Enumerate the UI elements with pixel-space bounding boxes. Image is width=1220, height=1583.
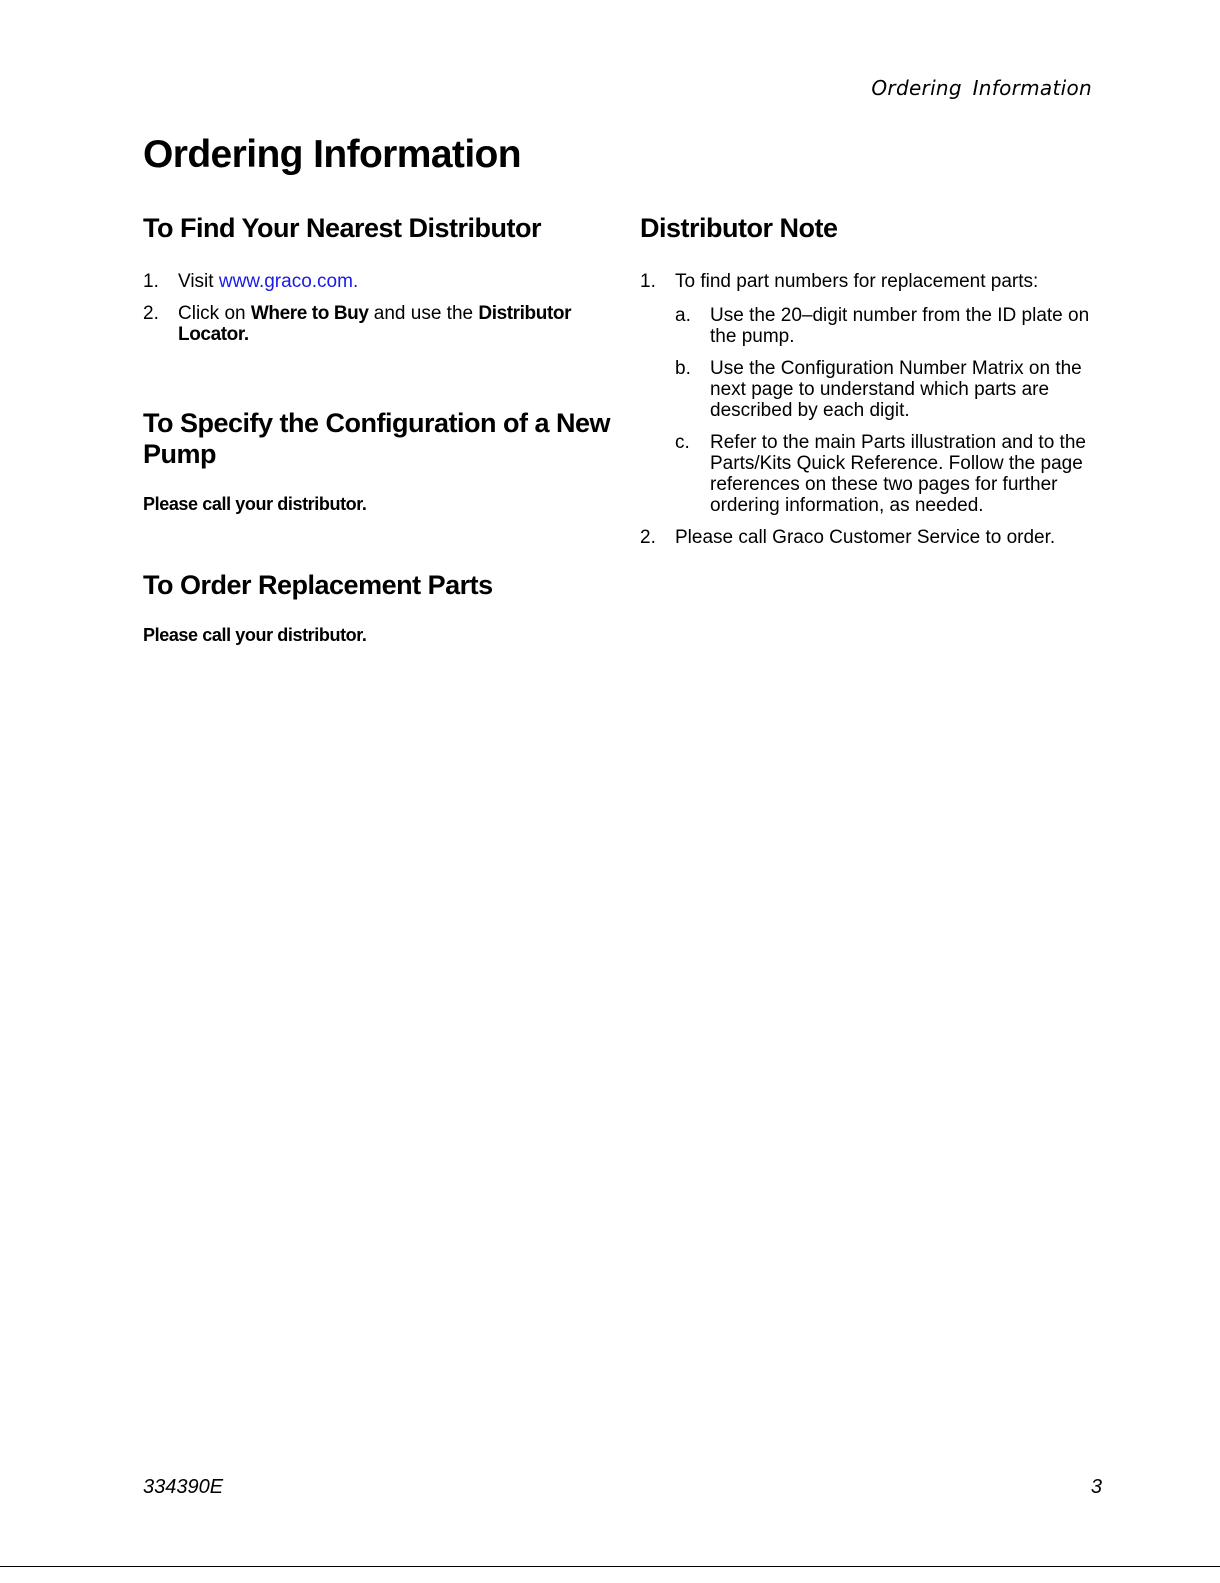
item-text: To find part numbers for replacement parts: (675, 271, 1039, 292)
sub-list-item (675, 358, 1110, 421)
specify-config-note: Please call your distributor. (143, 494, 367, 514)
step-text: Visit (178, 271, 219, 292)
page-number: 3 (1090, 1476, 1102, 1498)
sub-item-letter: b. (675, 358, 691, 379)
sub-item-letter: a. (675, 305, 691, 326)
find-distributor-steps (143, 271, 613, 345)
item-text: Please call Graco Customer Service to order. (675, 527, 1056, 548)
running-header: Ordering Information (871, 76, 1092, 100)
specify-config-section (143, 408, 613, 515)
bottom-divider (0, 1566, 1220, 1567)
sub-list-item (675, 432, 1110, 516)
graco-website-link[interactable]: www.graco.com (218, 271, 353, 292)
sub-item-text: Refer to the main Parts illustration and to the Parts/Kits Quick Reference. Follow the page references on these two pages for further ordering information, as needed. (710, 432, 1086, 516)
sub-item-text: Use the 20–digit number from the ID plate on the pump. (710, 305, 1090, 347)
sub-list (675, 305, 1110, 516)
item-number: 2. (640, 527, 656, 548)
find-distributor-section (143, 213, 613, 345)
link-suffix: . (352, 271, 359, 292)
specify-config-heading: To Specify the Configuration of a New Pump (143, 408, 611, 469)
distributor-locator-label: Distributor Locator. (178, 303, 572, 345)
list-item (640, 527, 1110, 548)
list-item (640, 271, 1110, 516)
order-parts-heading: To Order Replacement Parts (143, 570, 493, 600)
step-text: Click on (178, 303, 251, 324)
find-distributor-heading: To Find Your Nearest Distributor (143, 213, 542, 243)
sub-item-text: Use the Configuration Number Matrix on the next page to understand which parts are described by each digit. (710, 358, 1082, 421)
list-item (143, 303, 613, 345)
distributor-note-list (640, 271, 1110, 548)
page-title: Ordering Information (143, 133, 522, 176)
left-column (143, 213, 613, 646)
where-to-buy-label: Where to Buy (250, 303, 369, 324)
item-number: 1. (640, 271, 656, 292)
sub-list-item (675, 305, 1110, 347)
distributor-note-heading: Distributor Note (640, 213, 838, 243)
order-parts-note: Please call your distributor. (143, 625, 367, 645)
order-parts-section (143, 570, 613, 646)
document-number: 334390E (143, 1476, 224, 1498)
step-text: and use the (368, 303, 479, 324)
list-item (143, 271, 613, 292)
sub-item-letter: c. (675, 432, 690, 453)
step-number: 1. (143, 271, 159, 292)
right-column (640, 213, 1110, 548)
step-number: 2. (143, 303, 159, 324)
